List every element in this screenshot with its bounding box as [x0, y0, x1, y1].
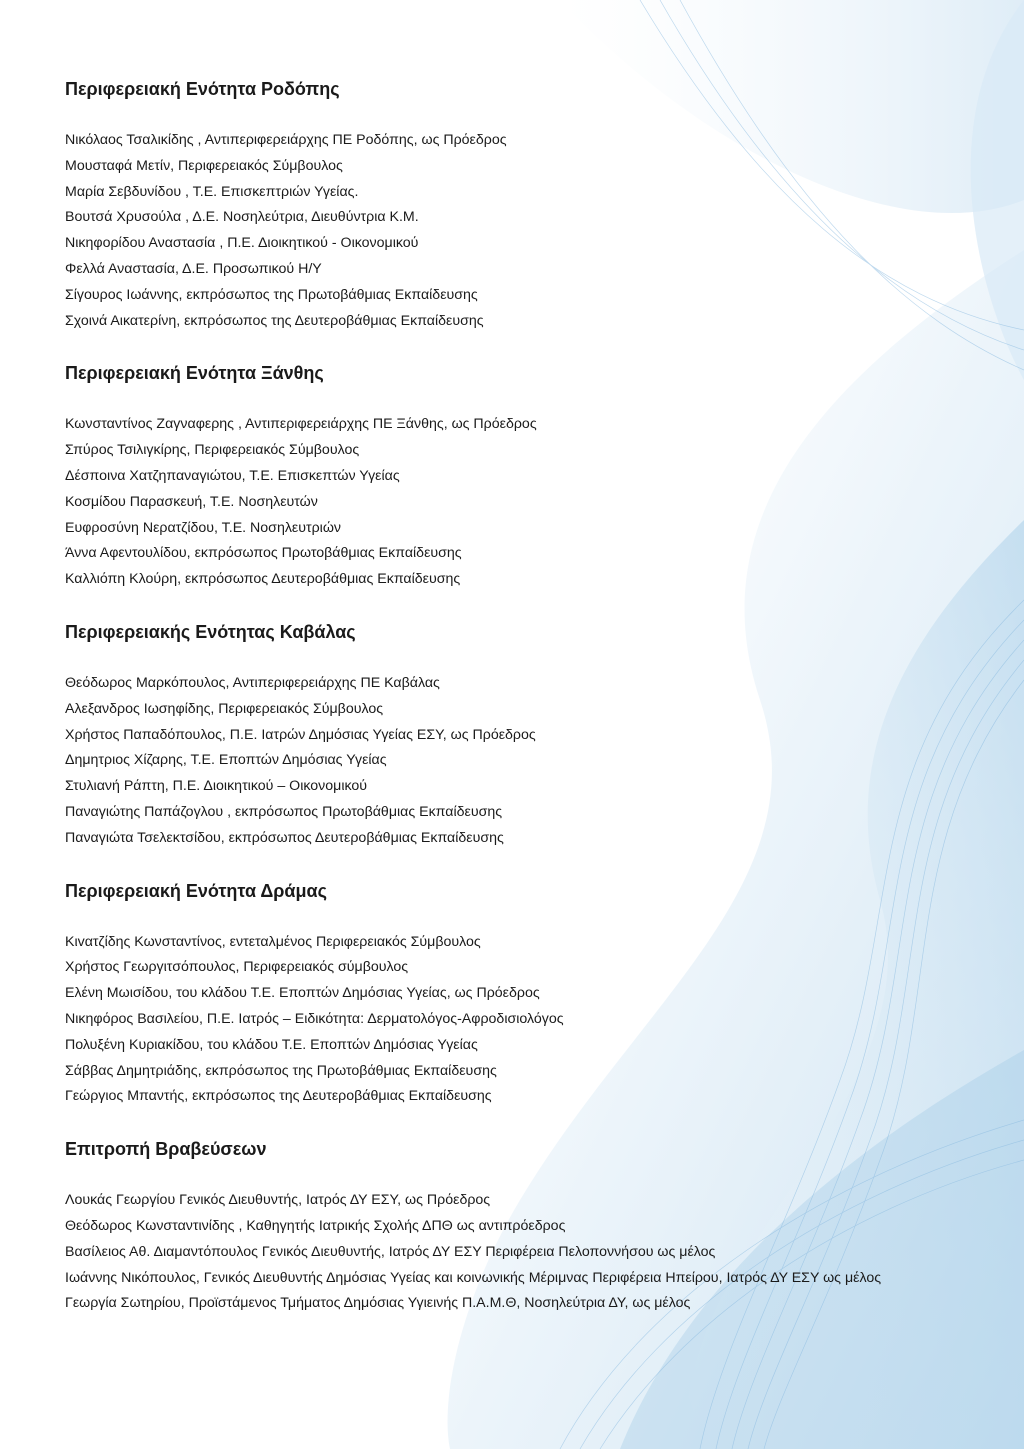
member-list [65, 930, 965, 1111]
member-line: Λουκάς Γεωργίου Γενικός Διευθυντής, Ιατρός ΔΥ ΕΣΥ, ως Πρόεδρος [65, 1192, 491, 1209]
member-line: Κοσμίδου Παρασκευή, Τ.Ε. Νοσηλευτών [65, 493, 318, 510]
member-line: Ιωάννης Νικόπουλος, Γενικός Διευθυντής Δημόσιας Υγείας και κοινωνικής Μέριμνας Περιφέρεια Ηπείρου, Ιατρός ΔΥ ΕΣΥ ως μέλος [65, 1269, 882, 1286]
member-line: Ελένη Μωισίδου, του κλάδου Τ.Ε. Εποπτών Δημόσιας Υγείας, ως Πρόεδρος [65, 985, 540, 1002]
member-line: Στυλιανή Ράπτη, Π.Ε. Διοικητικού – Οικονομικού [65, 778, 368, 795]
member-line: Κωνσταντίνος Ζαγναφερης , Αντιπεριφερειάρχης ΠΕ Ξάνθης, ως Πρόεδρος [65, 416, 537, 433]
section-drama [65, 880, 965, 1111]
member-line: Πολυξένη Κυριακίδου, του κλάδου Τ.Ε. Εποπτών Δημόσιας Υγείας [65, 1036, 478, 1053]
section-title: Περιφερειακή Ενότητα Ξάνθης [65, 363, 324, 384]
member-line: Βασίλειος Αθ. Διαμαντόπουλος Γενικός Διευθυντής, Ιατρός ΔΥ ΕΣΥ Περιφέρεια Πελοποννήσου ως μέλος [65, 1243, 716, 1260]
member-line: Νικηφορίδου Αναστασία , Π.Ε. Διοικητικού - Οικονομικού [65, 235, 419, 252]
section-xanthi [65, 362, 965, 593]
member-line: Μαρία Σεβδυνίδου , Τ.Ε. Επισκεπτριών Υγείας. [65, 183, 359, 200]
member-line: Θεόδωρος Μαρκόπουλος, Αντιπεριφερειάρχης ΠΕ Καβάλας [65, 674, 440, 691]
member-list [65, 128, 965, 334]
member-list [65, 412, 965, 593]
member-line: Σπύρος Τσιλιγκίρης, Περιφερειακός Σύμβουλος [65, 442, 360, 459]
section-kavala [65, 621, 965, 852]
section-title: Περιφερειακή Ενότητα Ροδόπης [65, 79, 340, 99]
member-line: Σχοινά Αικατερίνη, εκπρόσωπος της Δευτεροβάθμιας Εκπαίδευσης [65, 312, 484, 329]
member-line: Μουσταφά Μετίν, Περιφερειακός Σύμβουλος [65, 157, 343, 174]
member-line: Καλλιόπη Κλούρη, εκπρόσωπος Δευτεροβάθμιας Εκπαίδευσης [65, 571, 461, 588]
member-line: Σίγουρος Ιωάννης, εκπρόσωπος της Πρωτοβάθμιας Εκπαίδευσης [65, 286, 478, 303]
member-line: Χρήστος Παπαδόπουλος, Π.Ε. Ιατρών Δημόσιας Υγείας ΕΣΥ, ως Πρόεδρος [65, 726, 536, 743]
member-line: Κιvατζίδης Κωνσταντίνος, εντεταλμένος Περιφερειακός Σύμβουλος [65, 933, 481, 950]
member-line: Νικηφόρος Βασιλείου, Π.Ε. Ιατρός – Ειδικότητα: Δερματολόγος-Αφροδισιολόγος [65, 1010, 564, 1027]
member-list [65, 671, 965, 852]
member-list [65, 1188, 965, 1317]
member-line: Παναγιώτα Τσελεκτσίδου, εκπρόσωπος Δευτεροβάθμιας Εκπαίδευσης [65, 829, 504, 846]
member-line: Παναγιώτης Παπάζογλου , εκπρόσωπος Πρωτοβάθμιας Εκπαίδευσης [65, 803, 503, 820]
member-line: Γεώργιος Μπαντής, εκπρόσωπος της Δευτεροβάθμιας Εκπαίδευσης [65, 1088, 492, 1105]
member-line: Δημητριος Χίζαρης, Τ.Ε. Εποπτών Δημόσιας Υγείας [65, 752, 387, 769]
section-rodopi [65, 78, 965, 334]
document-body [65, 78, 965, 1317]
member-line: Αλεξανδρος Ιωσηφίδης, Περιφερειακός Σύμβουλος [65, 700, 384, 717]
member-line: Άννα Αφεντουλίδου, εκπρόσωπος Πρωτοβάθμιας Εκπαίδευσης [65, 545, 462, 562]
member-line: Γεωργία Σωτηρίου, Προϊστάμενος Τμήματος Δημόσιας Υγιεινής Π.Α.Μ.Θ, Νοσηλεύτρια ΔΥ, ως μέλος [65, 1295, 691, 1312]
member-line: Θεόδωρος Κωνσταντινίδης , Καθηγητής Ιατρικής Σχολής ΔΠΘ ως αντιπρόεδρος [65, 1217, 566, 1234]
member-line: Σάββας Δημητριάδης, εκπρόσωπος της Πρωτοβάθμιας Εκπαίδευσης [65, 1062, 497, 1079]
section-awards-committee [65, 1138, 965, 1317]
member-line: Χρήστος Γεωργιτσόπουλος, Περιφερειακός σύμβουλος [65, 959, 409, 976]
section-title: Περιφερειακής Ενότητας Καβάλας [65, 621, 356, 642]
member-line: Ευφροσύνη Νερατζίδου, Τ.Ε. Νοσηλευτριών [65, 519, 342, 536]
member-line: Δέσποινα Χατζηπαναγιώτου, Τ.Ε. Επισκεπτών Υγείας [65, 467, 400, 484]
section-title: Περιφερειακή Ενότητα Δράμας [65, 880, 327, 901]
section-title: Επιτροπή Βραβεύσεων [65, 1139, 267, 1160]
member-line: Νικόλαος Τσαλικίδης , Αντιπεριφερειάρχης ΠΕ Ροδόπης, ως Πρόεδρος [65, 132, 507, 148]
member-line: Βουτσά Χρυσούλα , Δ.Ε. Νοσηλεύτρια, Διευθύντρια Κ.Μ. [65, 209, 419, 226]
member-line: Φελλά Αναστασία, Δ.Ε. Προσωπικού Η/Υ [65, 260, 322, 277]
